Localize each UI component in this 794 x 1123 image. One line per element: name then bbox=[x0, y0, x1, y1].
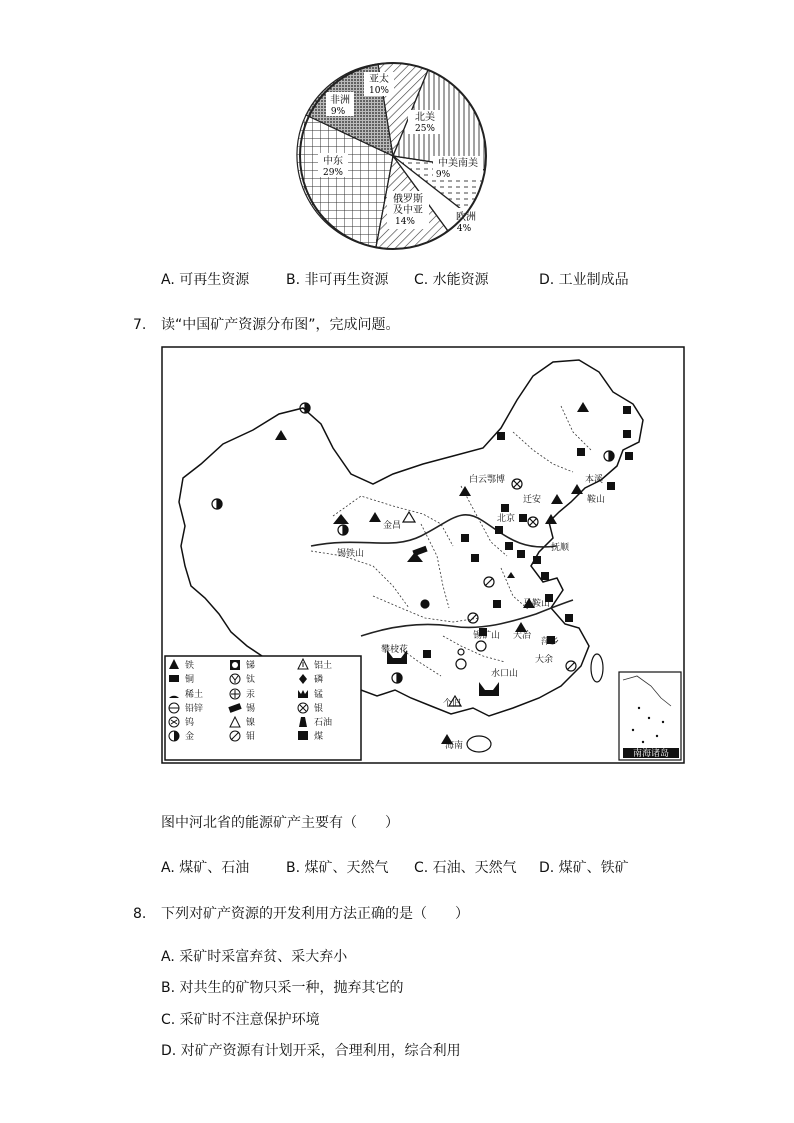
legend-label-gold: 金 bbox=[185, 732, 195, 742]
map-label-south-china-sea: 南海诸岛 bbox=[632, 749, 670, 759]
legend-label-rare-earth: 稀土 bbox=[185, 690, 204, 700]
map-label-shuikoushan: 水口山 bbox=[491, 669, 519, 679]
q8-stem: 下列对矿产资源的开发利用方法正确的是（ ） bbox=[161, 906, 469, 922]
map-label-beijing: 北京 bbox=[497, 514, 516, 524]
pie-label-europe: 欧洲 bbox=[456, 212, 476, 223]
q7-sub-question: 图中河北省的能源矿产主要有（ ） bbox=[161, 815, 399, 831]
q6-option-a[interactable]: A. 可再生资源 bbox=[161, 272, 250, 288]
q8-option-c[interactable]: C. 采矿时不注意保护环境 bbox=[161, 1012, 320, 1028]
map-label-hainan: 海南 bbox=[445, 741, 464, 751]
map-label-fushun: 抚顺 bbox=[551, 543, 570, 553]
pie-label-africa: 非洲 bbox=[330, 95, 350, 106]
pie-label-russia-2: 及中亚 bbox=[393, 205, 423, 216]
legend-label-iron: 铁 bbox=[185, 661, 195, 671]
q7-number: 7. bbox=[133, 317, 147, 333]
map-label-xitieshan: 锡铁山 bbox=[337, 549, 365, 559]
q7-stem: 读“中国矿产资源分布图”，完成问题。 bbox=[161, 317, 400, 333]
map-label-pingxiang: 萍乡 bbox=[541, 637, 560, 647]
pie-label-asia-pacific: 亚太 bbox=[369, 74, 389, 85]
legend-label-bauxite: 铝土 bbox=[314, 661, 333, 671]
pie-label-latin-america: 中美南美 bbox=[438, 158, 478, 169]
pie-pct-asia-pacific: 10% bbox=[368, 86, 390, 96]
map-label-jinchang: 金昌 bbox=[383, 521, 402, 531]
pie-pct-latin-america: 9% bbox=[435, 170, 451, 180]
q6-option-c[interactable]: C. 水能资源 bbox=[414, 272, 489, 288]
pie-pct-north-america: 25% bbox=[414, 124, 436, 134]
china-mineral-map bbox=[161, 346, 685, 764]
map-label-panzhihua: 攀枝花 bbox=[381, 645, 409, 655]
map-label-anshan: 鞍山 bbox=[587, 495, 606, 505]
legend-label-oil: 石油 bbox=[314, 718, 333, 728]
q8-option-d[interactable]: D. 对矿产资源有计划开采，合理利用，综合利用 bbox=[161, 1043, 461, 1059]
legend-label-antimony: 锑 bbox=[246, 661, 256, 671]
map-label-gejiu: 个旧 bbox=[443, 699, 462, 709]
q8-option-b[interactable]: B. 对共生的矿物只采一种，抛弃其它的 bbox=[161, 980, 404, 996]
q6-option-b[interactable]: B. 非可再生资源 bbox=[286, 272, 389, 288]
pie-label-middle-east: 中东 bbox=[323, 156, 343, 167]
pie-label-russia: 俄罗斯 bbox=[393, 194, 423, 205]
pie-label-north-america: 北美 bbox=[415, 112, 435, 123]
legend-label-mercury: 汞 bbox=[246, 690, 256, 700]
q8-number: 8. bbox=[133, 906, 147, 922]
legend-label-phosphorus: 磷 bbox=[314, 675, 324, 685]
q6-option-d[interactable]: D. 工业制成品 bbox=[539, 272, 629, 288]
hainan-island bbox=[467, 736, 491, 752]
map-label-xikuangshan: 锡矿山 bbox=[473, 631, 501, 641]
legend-label-coal: 煤 bbox=[314, 732, 324, 742]
legend-label-titanium: 钛 bbox=[246, 675, 256, 685]
map-label-daye: 大冶 bbox=[513, 631, 532, 641]
legend-label-nickel: 镍 bbox=[246, 718, 256, 728]
legend-label-tungsten: 钨 bbox=[185, 718, 195, 728]
taiwan-island bbox=[591, 654, 603, 682]
oil-reserves-pie-chart bbox=[288, 58, 498, 250]
q7-option-c[interactable]: C. 石油、天然气 bbox=[414, 860, 517, 876]
q7-option-a[interactable]: A. 煤矿、石油 bbox=[161, 860, 250, 876]
map-label-qianan: 迁安 bbox=[523, 495, 542, 505]
map-label-benxi: 本溪 bbox=[585, 475, 604, 485]
map-label-baiyunebo: 白云鄂博 bbox=[469, 475, 506, 485]
legend-label-copper: 铜 bbox=[185, 675, 195, 685]
legend-label-lead-zinc: 铅锌 bbox=[185, 704, 204, 714]
pie-pct-africa: 9% bbox=[330, 107, 346, 117]
legend-label-molybdenum: 钼 bbox=[246, 732, 256, 742]
pie-pct-middle-east: 29% bbox=[322, 168, 344, 178]
pie-pct-russia: 14% bbox=[394, 217, 416, 227]
q7-option-b[interactable]: B. 煤矿、天然气 bbox=[286, 860, 389, 876]
legend-label-manganese: 锰 bbox=[314, 690, 324, 700]
legend-label-silver: 银 bbox=[314, 704, 324, 714]
map-label-dayu: 大余 bbox=[535, 655, 554, 665]
q7-option-d[interactable]: D. 煤矿、铁矿 bbox=[539, 860, 629, 876]
legend-label-tin: 锡 bbox=[246, 704, 256, 714]
pie-pct-europe: 4% bbox=[456, 224, 472, 234]
q8-option-a[interactable]: A. 采矿时采富弃贫、采大弃小 bbox=[161, 949, 348, 965]
map-label-maanshan: 马鞍山 bbox=[523, 599, 551, 609]
